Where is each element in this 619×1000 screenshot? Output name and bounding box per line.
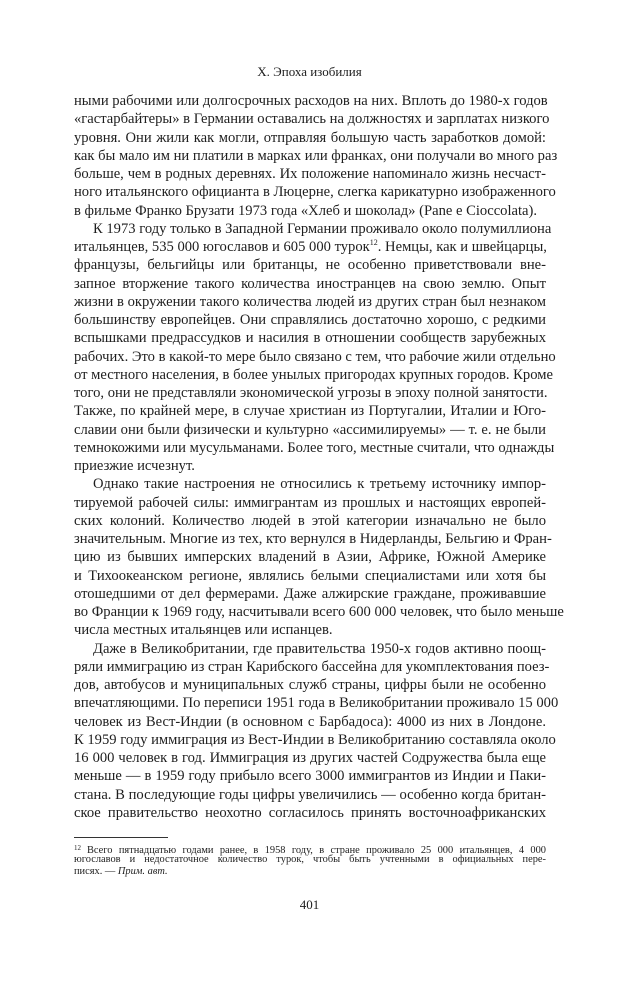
text-line: 16 000 человек в год. Иммиграция из других частей Содружества была еще <box>74 750 546 766</box>
text-line: от местного населения, в более унылых пригородах крупных городов. Кроме <box>74 366 553 383</box>
text-line: ного итальянского официанта в Люцерне, слегка карикатурно изображенного <box>74 184 556 201</box>
text-line: приезжие исчезнут. <box>74 458 195 474</box>
text-line: стана. В последующие годы цифры увеличились — особенно когда британ- <box>74 786 546 803</box>
paragraph <box>74 92 558 220</box>
text-line: большинству европейцев. Они справлялись достаточно хорошо, с редкими <box>74 312 546 328</box>
footnote <box>74 842 546 878</box>
text-line: французы, бельгийцы или британцы, не особенно приветствовали вне- <box>74 257 546 274</box>
page-number: 401 <box>299 897 320 912</box>
text-line: «гастарбайтеры» в Германии оставались на должностях и зарплатах низкого <box>74 111 550 128</box>
text-line: больше, чем в родных деревнях. Их положение напоминало жизнь несчаст- <box>74 166 546 182</box>
paragraph <box>74 220 556 476</box>
text-line: вспышками предрассудков и насилия в отношении сообществ зарубежных <box>74 330 546 347</box>
text-line: меньше — в 1959 году прибыло всего 3000 иммигрантов из Индии и Паки- <box>74 768 546 785</box>
text-line: ными рабочими или долгосрочных расходов на них. Вплоть до 1980-х годов <box>74 93 548 109</box>
body-text <box>74 92 564 822</box>
text-line: К 1973 году только в Западной Германии проживало около полумиллиона <box>93 220 552 237</box>
text-line: ских колоний. Количество людей в этой категории изначально не было <box>74 512 546 529</box>
text-line: человек из Вест-Индии (в основном с Барбадоса): 4000 из них в Лондоне. <box>74 713 546 730</box>
footnote-reference[interactable]: 12 <box>369 238 378 247</box>
text-line: Даже в Великобритании, где правительства 1950-х годов активно поощ- <box>93 640 546 657</box>
paragraph <box>74 475 564 639</box>
text-line: во Франции к 1969 году, насчитывали всего 600 000 человек, что было меньше <box>74 604 564 620</box>
text-line: темнокожими или мусульманами. Более того, местные считали, что однажды <box>74 439 555 456</box>
text-line: тируемой рабочей силы: иммигрантам из прошлых и настоящих европей- <box>74 494 546 511</box>
text-line: рабочих. Это в какой-то мере было связано с тем, что рабочие жили отдельно <box>74 348 556 365</box>
footnote-line <box>74 842 546 854</box>
footnote-attribution: Прим. авт. <box>117 866 168 877</box>
text-line: значительным. Многие из тех, кто вернулся в Нидерланды, Бельгию и Фран- <box>74 531 552 547</box>
text-line: К 1959 году иммиграция из Вест-Индии в Великобританию составляла около <box>74 731 556 748</box>
footnote-text: Всего пятнадцатью годами ранее, в 1958 году, в стране проживало 25 000 итальянцев, 4 000 <box>87 845 546 856</box>
footnote-divider <box>74 837 168 838</box>
footnote-line: югославов и недостаточное количество турок, чтобы быть учтенными в официальных пере- <box>74 854 546 865</box>
text-line: Также, по крайней мере, в случае христиан из Португалии, Италии и Юго- <box>74 403 546 420</box>
running-head: X. Эпоха изобилия <box>257 64 362 79</box>
text-line: и Тихоокеанском регионе, являлись белыми специалистами или хотя бы <box>74 567 546 584</box>
text-line: Однако такие настроения не относились к третьему источнику импор- <box>93 476 546 493</box>
text-line: запное вторжение такого количества иностранцев на свою землю. Опыт <box>74 275 546 292</box>
text-line: уровня. Они жили как могли, отправляя большую часть заработков домой: <box>74 129 546 146</box>
footnote-text: писях. — <box>74 866 118 877</box>
footnote-mark: 12 <box>74 844 81 852</box>
text-line: отошедшими от дел фермерами. Даже алжирские граждане, проживавшие <box>74 585 546 602</box>
text-line: того, они не представляли экономической угрозы в эпоху полной занятости. <box>74 385 548 401</box>
footnote-line <box>74 866 546 878</box>
text-line: дов, автобусов и муниципальных служб страны, цифры были не особенно <box>74 677 546 693</box>
text-line: ское правительство неохотно согласилось принять восточноафриканских <box>74 804 546 821</box>
paragraph <box>74 640 559 823</box>
text-line: как бы мало им ни платили в марках или франках, они получали во много раз <box>74 147 558 164</box>
text-line: числа местных итальянцев или испанцев. <box>74 622 333 639</box>
text-line <box>74 238 546 256</box>
text-segment: итальянцев, 535 000 югославов и 605 000 турок <box>74 239 370 255</box>
text-segment: . Немцы, как и швейцарцы, <box>377 239 547 255</box>
text-line: жизни в окружении такого количества людей из других стран был незнаком <box>74 293 546 310</box>
text-line: впечатляющими. По переписи 1951 года в Великобритании проживало 15 000 <box>74 695 559 712</box>
text-line: в фильме Франко Брузати 1973 года «Хлеб и шоколад» (Pane e Cioccolata). <box>74 202 538 219</box>
text-line: славии они были физически и культурно «ассимилируемы» — т. е. не были <box>74 421 546 438</box>
text-line: цию из бывших имперских владений в Азии, Африке, Южной Америке <box>74 549 546 566</box>
text-line: ряли иммиграцию из стран Карибского бассейна для укомплектования поез- <box>74 658 550 675</box>
